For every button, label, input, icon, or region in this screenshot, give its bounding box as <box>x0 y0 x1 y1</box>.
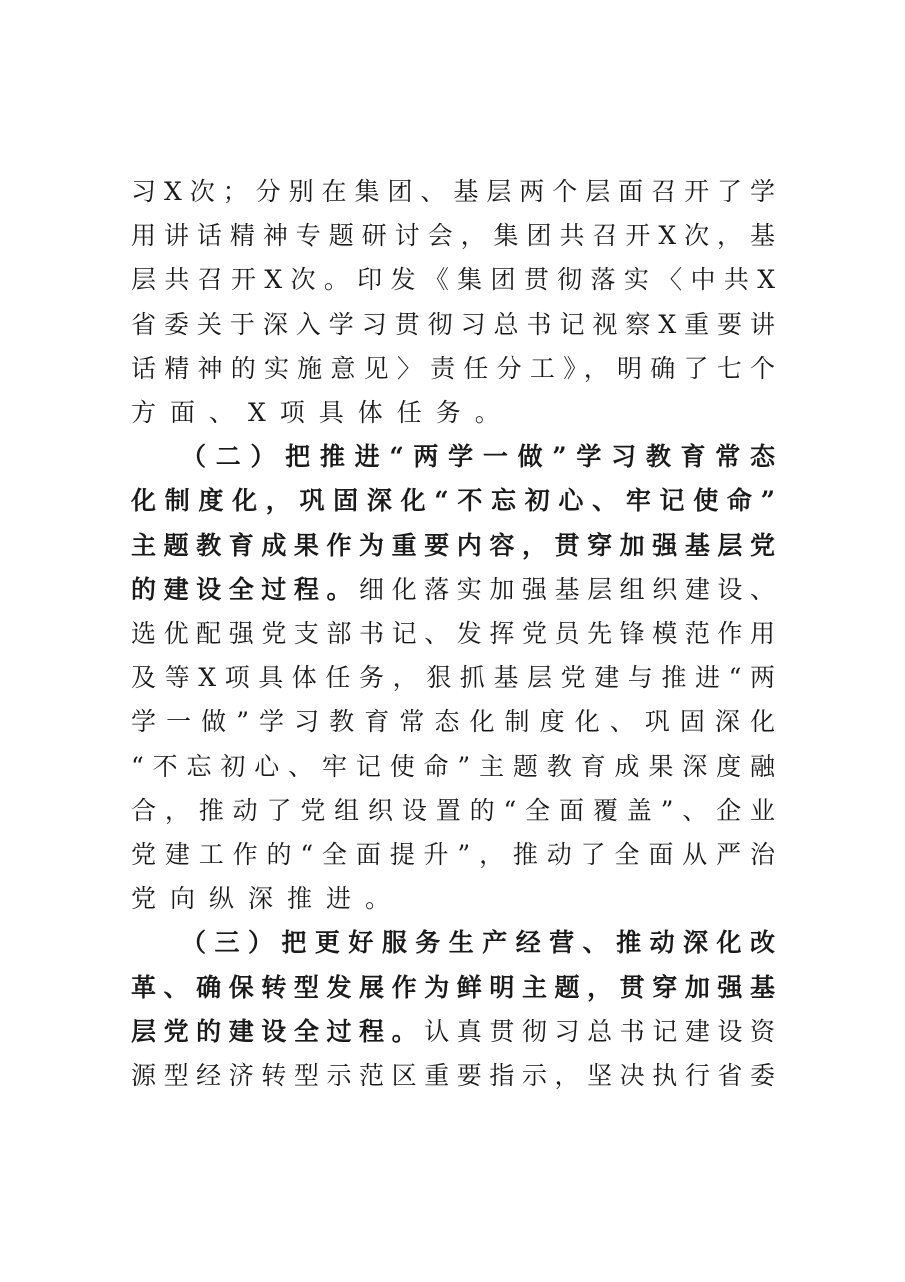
text-line <box>131 791 775 831</box>
text-line <box>131 879 775 919</box>
text-run: 选优配强党支部书记、发挥党员先锋模范作用 <box>131 619 775 648</box>
bold-text-run: （三）把更好服务生产经营、推动深化改 <box>181 928 775 958</box>
text-line <box>131 216 775 256</box>
text-line <box>131 570 775 610</box>
text-line <box>131 835 775 875</box>
text-run: 党向纵深推进。 <box>131 884 405 914</box>
text-line <box>131 658 775 698</box>
text-line <box>131 305 775 345</box>
bold-text-run: 化制度化，巩固深化“不忘初心、牢记使命” <box>131 486 775 516</box>
text-run: 省委关于深入学习贯彻习总书记视察X重要讲 <box>131 309 775 339</box>
text-line <box>131 172 775 212</box>
text-run: 认真贯彻习总书记建设资 <box>424 1016 775 1046</box>
bold-text-run: 层党的建设全过程。 <box>131 1016 425 1046</box>
text-run: 方面、X项具体任务。 <box>131 398 514 427</box>
text-run: 学一做”学习教育常态化制度化、巩固深化 <box>131 707 775 737</box>
text-run: 细化落实加强基层组织建设、 <box>359 574 775 604</box>
bold-text-run: （二）把推进“两学一做”学习教育常态 <box>181 442 775 472</box>
text-line <box>131 260 775 300</box>
text-run: 层共召开X次。印发《集团贯彻落实〈中共X <box>131 265 775 295</box>
bold-text-run: 革、确保转型发展作为鲜明主题，贯穿加强基 <box>131 972 775 1002</box>
bold-text-run: 主题教育成果作为重要内容，贯穿加强基层党 <box>131 530 775 560</box>
text-run: 话精神的实施意见〉责任分工》，明确了七个 <box>131 353 775 383</box>
text-line <box>131 968 775 1008</box>
text-run: 源型经济转型示范区重要指示，坚决执行省委 <box>131 1061 775 1090</box>
text-line <box>131 526 775 566</box>
text-line <box>131 481 775 521</box>
text-run: 党建工作的“全面提升”，推动了全面从严治 <box>131 840 775 869</box>
text-line <box>181 923 775 963</box>
text-line <box>131 1012 775 1052</box>
text-line <box>181 437 775 477</box>
text-run: 及等X项具体任务，狠抓基层党建与推进“两 <box>131 663 775 693</box>
text-run: “不忘初心、牢记使命”主题教育成果深度融 <box>131 751 775 781</box>
text-line <box>131 1056 775 1096</box>
text-line <box>131 614 775 654</box>
text-line <box>131 393 775 433</box>
text-run: 合，推动了党组织设置的“全面覆盖”、企业 <box>131 795 775 825</box>
text-line <box>131 702 775 742</box>
text-run: 习X次；分别在集团、基层两个层面召开了学 <box>131 177 775 206</box>
text-line <box>131 747 775 787</box>
bold-text-run: 的建设全过程。 <box>131 574 360 604</box>
text-run: 用讲话精神专题研讨会，集团共召开X次，基 <box>131 221 775 251</box>
text-line <box>131 349 775 389</box>
